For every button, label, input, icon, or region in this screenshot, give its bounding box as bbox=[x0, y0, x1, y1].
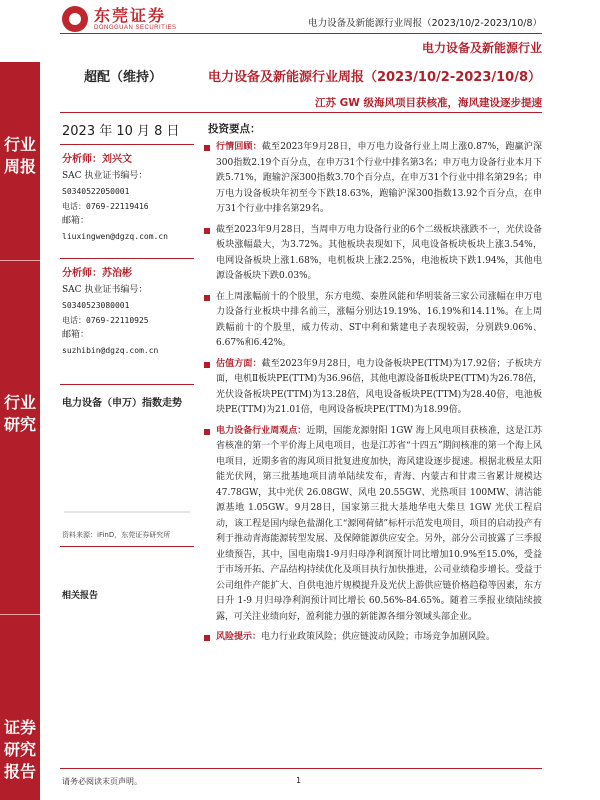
side-label-securities-report: 证券研究报告 bbox=[3, 718, 36, 781]
company-logo bbox=[62, 6, 177, 32]
bullet-risk bbox=[204, 630, 542, 646]
logo-chinese-name: 东莞证券 bbox=[94, 6, 167, 25]
footer-disclaimer: 请务必阅读末页声明。 bbox=[62, 777, 142, 786]
left-column-divider bbox=[60, 144, 194, 145]
bullet-text: 截至2023年9月28日，当周申万电力设备行业的6个二级板块涨跌不一，光伏设备板块涨幅最大，为3.72%。其他板块表现如下，风电设备板块板块上涨3.54%，电网设备板块上涨1.68%，电机板块上涨2.25%，电池板块下跌1.94%，其他电源设备板块下跌0.03%。 bbox=[216, 224, 542, 281]
analyst-phone: 电话：0769-22119416 bbox=[62, 202, 149, 211]
analyst-card bbox=[62, 152, 194, 244]
side-label-weekly: 行业周报 bbox=[3, 135, 36, 176]
index-chart-placeholder bbox=[60, 414, 194, 524]
bullet-text: 在上周涨幅前十的个股里，东方电缆、泰胜风能和华明装备三家公司涨幅在申万电力设备行业板块中排名前三，涨幅分别达19.19%、16.19%和14.11%。在上周跌幅前十的个股里，威力传动、ST中利和紫建电子表现较弱，分别跌9.06%、6.67%和6.42%。 bbox=[216, 291, 542, 348]
bullet-text: 截至2023年9月28日，申万电力设备行业上周上涨0.87%，跑赢沪深300指数2.19个百分点，在申万31个行业中排名第3名；申万电力设备行业本月下跌5.71%，跑输沪深300指数3.70个百分点，在申万31个行业中排名第29名；申万电力设备板块年初至今下跌18.63%，跑输沪深300指数13.92个百分点，在申万31个行业中排名第29名。 bbox=[216, 142, 542, 214]
report-date: 2023 年 10 月 8 日 bbox=[62, 124, 180, 139]
analyst-email-label: 邮箱： bbox=[62, 216, 90, 226]
bullet-lead: 行情回顾： bbox=[216, 142, 262, 152]
investment-points-heading: 投资要点： bbox=[208, 123, 261, 135]
logo-english-name: DONGGUAN SECURITIES bbox=[94, 25, 177, 31]
title-divider bbox=[60, 112, 542, 113]
related-reports-heading: 相关报告 bbox=[62, 591, 99, 601]
page-header bbox=[0, 0, 600, 62]
analyst-name: 分析师：苏治彬 bbox=[62, 268, 132, 279]
analyst-card bbox=[62, 266, 194, 358]
bullet-text: 截至2023年9月28日，电力设备板块PE(TTM)为17.92倍；子板块方面，电机Ⅱ板块PE(TTM)为36.96倍，其他电源设备Ⅱ板块PE(TTM)为26.78倍，光伏设备板块PE(TTM)为13.28倍，风电设备板块PE(TTM)为28.40倍，电池板块PE(TTM)为21.01倍，电网设备板块PE(TTM)为18.99倍。 bbox=[216, 358, 542, 415]
chart-source-note: 资料来源：iFinD，东莞证券研究所 bbox=[62, 531, 171, 539]
bullet-lead: 估值方面： bbox=[216, 358, 262, 369]
rating-label: 超配（维持） bbox=[84, 70, 163, 85]
bullet-valuation bbox=[204, 357, 542, 419]
left-column-divider bbox=[60, 258, 194, 259]
analyst-email[interactable]: liuxingwen@dgzq.com.cn bbox=[62, 232, 168, 241]
bullet-sub-sectors bbox=[204, 223, 542, 285]
page-number: 1 bbox=[296, 776, 302, 785]
analyst-license: S0340522050001 bbox=[62, 187, 130, 196]
side-label-research: 行业研究 bbox=[3, 393, 36, 434]
analyst-license-label: SAC 执业证书编号： bbox=[62, 285, 148, 295]
bullet-lead: 电力设备行业周观点： bbox=[216, 425, 307, 436]
bullet-lead: 风险提示： bbox=[216, 632, 262, 642]
analyst-phone: 电话：0769-22110925 bbox=[62, 316, 149, 325]
investment-points-list bbox=[204, 140, 542, 651]
bullet-market-review bbox=[204, 140, 542, 218]
analyst-name: 分析师：刘兴文 bbox=[62, 154, 132, 165]
index-chart-frame bbox=[60, 414, 194, 524]
report-subtitle: 江苏 GW 级海风项目获核准，海风建设逐步提速 bbox=[314, 97, 542, 109]
header-industry-label: 电力设备及新能源行业 bbox=[421, 41, 542, 55]
left-column-divider bbox=[60, 384, 194, 385]
analyst-email-label: 邮箱： bbox=[62, 330, 90, 340]
index-chart-title: 电力设备（申万）指数走势 bbox=[62, 398, 182, 409]
analyst-email[interactable]: suzhibin@dgzq.com.cn bbox=[62, 346, 159, 355]
report-title: 电力设备及新能源行业周报（2023/10/2-2023/10/8） bbox=[208, 70, 542, 85]
footer-divider bbox=[60, 768, 542, 769]
header-report-title: 电力设备及新能源行业周报（2023/10/2-2023/10/8） bbox=[308, 18, 542, 29]
header-divider bbox=[60, 33, 542, 34]
left-column-divider bbox=[60, 546, 194, 547]
bullet-weekly-view bbox=[204, 424, 542, 626]
bullet-top-stocks bbox=[204, 290, 542, 352]
analyst-license: S0340523080001 bbox=[62, 301, 130, 310]
side-separator bbox=[0, 614, 40, 615]
side-band bbox=[0, 62, 40, 800]
analyst-license-label: SAC 执业证书编号： bbox=[62, 171, 148, 181]
bullet-text: 近期，国能龙源射阳 1GW 海上风电项目获核准，这是江苏省核准的第一个平价海上风电项目，也是江苏省“十四五”期间核准的第一个海上风电项目，近期多省的海风项目批复进度加快，海风建设逐步提速。根据北极星太阳能光伏网，第三批基地项目清单陆续发布，青海、内蒙古和甘肃三省累计规模达 47.78GW，其中光伏 26.08GW、风电 20.55GW、光热项目 100MW、清洁能源基地 1.05GW。9月28日，国家第三批大基地华电大柴旦 1GW 光伏工程启动，该工程是国内绿色盐湖化工“源网荷储”标杆示范发电项目，项目的启动投产有利于推动青海能源转型发展、及保障能源供应安全。另外，部分公司披露了三季报业绩预告，其中，国电南瑞1-9月归母净利润预计同比增加10.9%至15.0%，受益于市场开拓、产品结构持续优化及项目执行加快推进，公司业绩稳步增长。受益于公司组件产能扩大、自供电池片规模提升及光伏上游供应链价格趋稳等因素，东方日升 1-9 月归母净利润预计同比增长 60.56%-84.65%。随着三季报业绩陆续披露，可关注业绩向好，盈利能力强的新能源各细分领域头部企业。 bbox=[216, 425, 542, 622]
side-separator bbox=[0, 260, 40, 261]
bullet-text: 电力行业政策风险；供应链波动风险；市场竞争加剧风险。 bbox=[261, 632, 496, 642]
logo-mark-icon bbox=[62, 6, 88, 32]
